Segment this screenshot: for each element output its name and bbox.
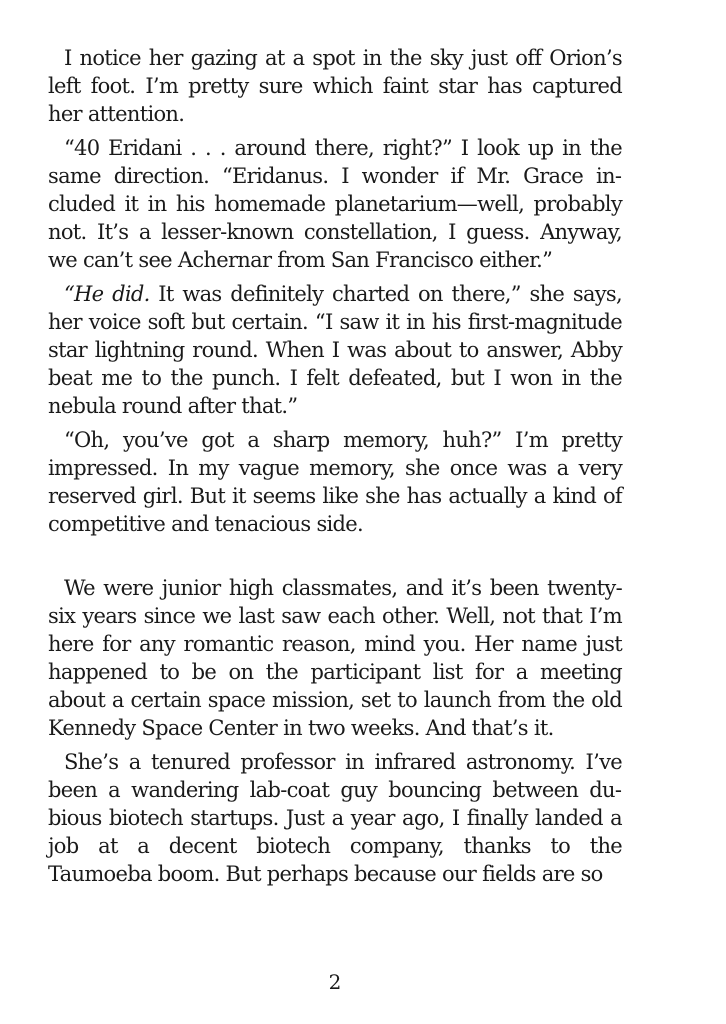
- paragraph-3: [48, 280, 622, 420]
- paragraph-3-emphasis: “He did.: [64, 282, 150, 306]
- paragraph-5: We were junior high classmates, and it’s been twenty-six years since we last saw each other. Well, not that I’m here for any romantic reason, mind you. Her name just happened to be on the participant list for a meeting about a certain space mission, set to launch from the old Kennedy Space Center in two weeks. And that’s it.: [48, 576, 622, 740]
- paragraph-6: She’s a tenured professor in infrared astronomy. I’ve been a wandering lab-coat guy bouncing between dubious biotech startups. Just a year ago, I finally landed a job at a decent biotech company, thanks to the Taumoeba boom. But perhaps because our fields are so: [48, 750, 622, 886]
- paragraph-2: “40 Eridani . . . around there, right?” I look up in the same direction. “Eridanus. I wonder if Mr. Grace included it in his homemade planetarium—well, probably not. It’s a lesser-known constellation, I guess. Anyway, we can’t see Achernar from San Francisco either.”: [48, 136, 622, 272]
- page-number: 2: [328, 970, 342, 994]
- page-body: [48, 44, 622, 894]
- paragraph-4: “Oh, you’ve got a sharp memory, huh?” I’m pretty impressed. In my vague memory, she once was a very reserved girl. But it seems like she has actually a kind of competitive and tenacious side.: [48, 428, 622, 536]
- paragraph-1: I notice her gazing at a spot in the sky just off Orion’s left foot. I’m pretty sure which faint star has captured her attention.: [48, 46, 622, 126]
- paragraph-3-text: It was definitely charted on there,” she says, her voice soft but certain. “I saw it in his first-magnitude star lightning round. When I was about to answer, Abby beat me to the punch. I felt defeated, but I won in the nebula round after that.”: [48, 282, 622, 418]
